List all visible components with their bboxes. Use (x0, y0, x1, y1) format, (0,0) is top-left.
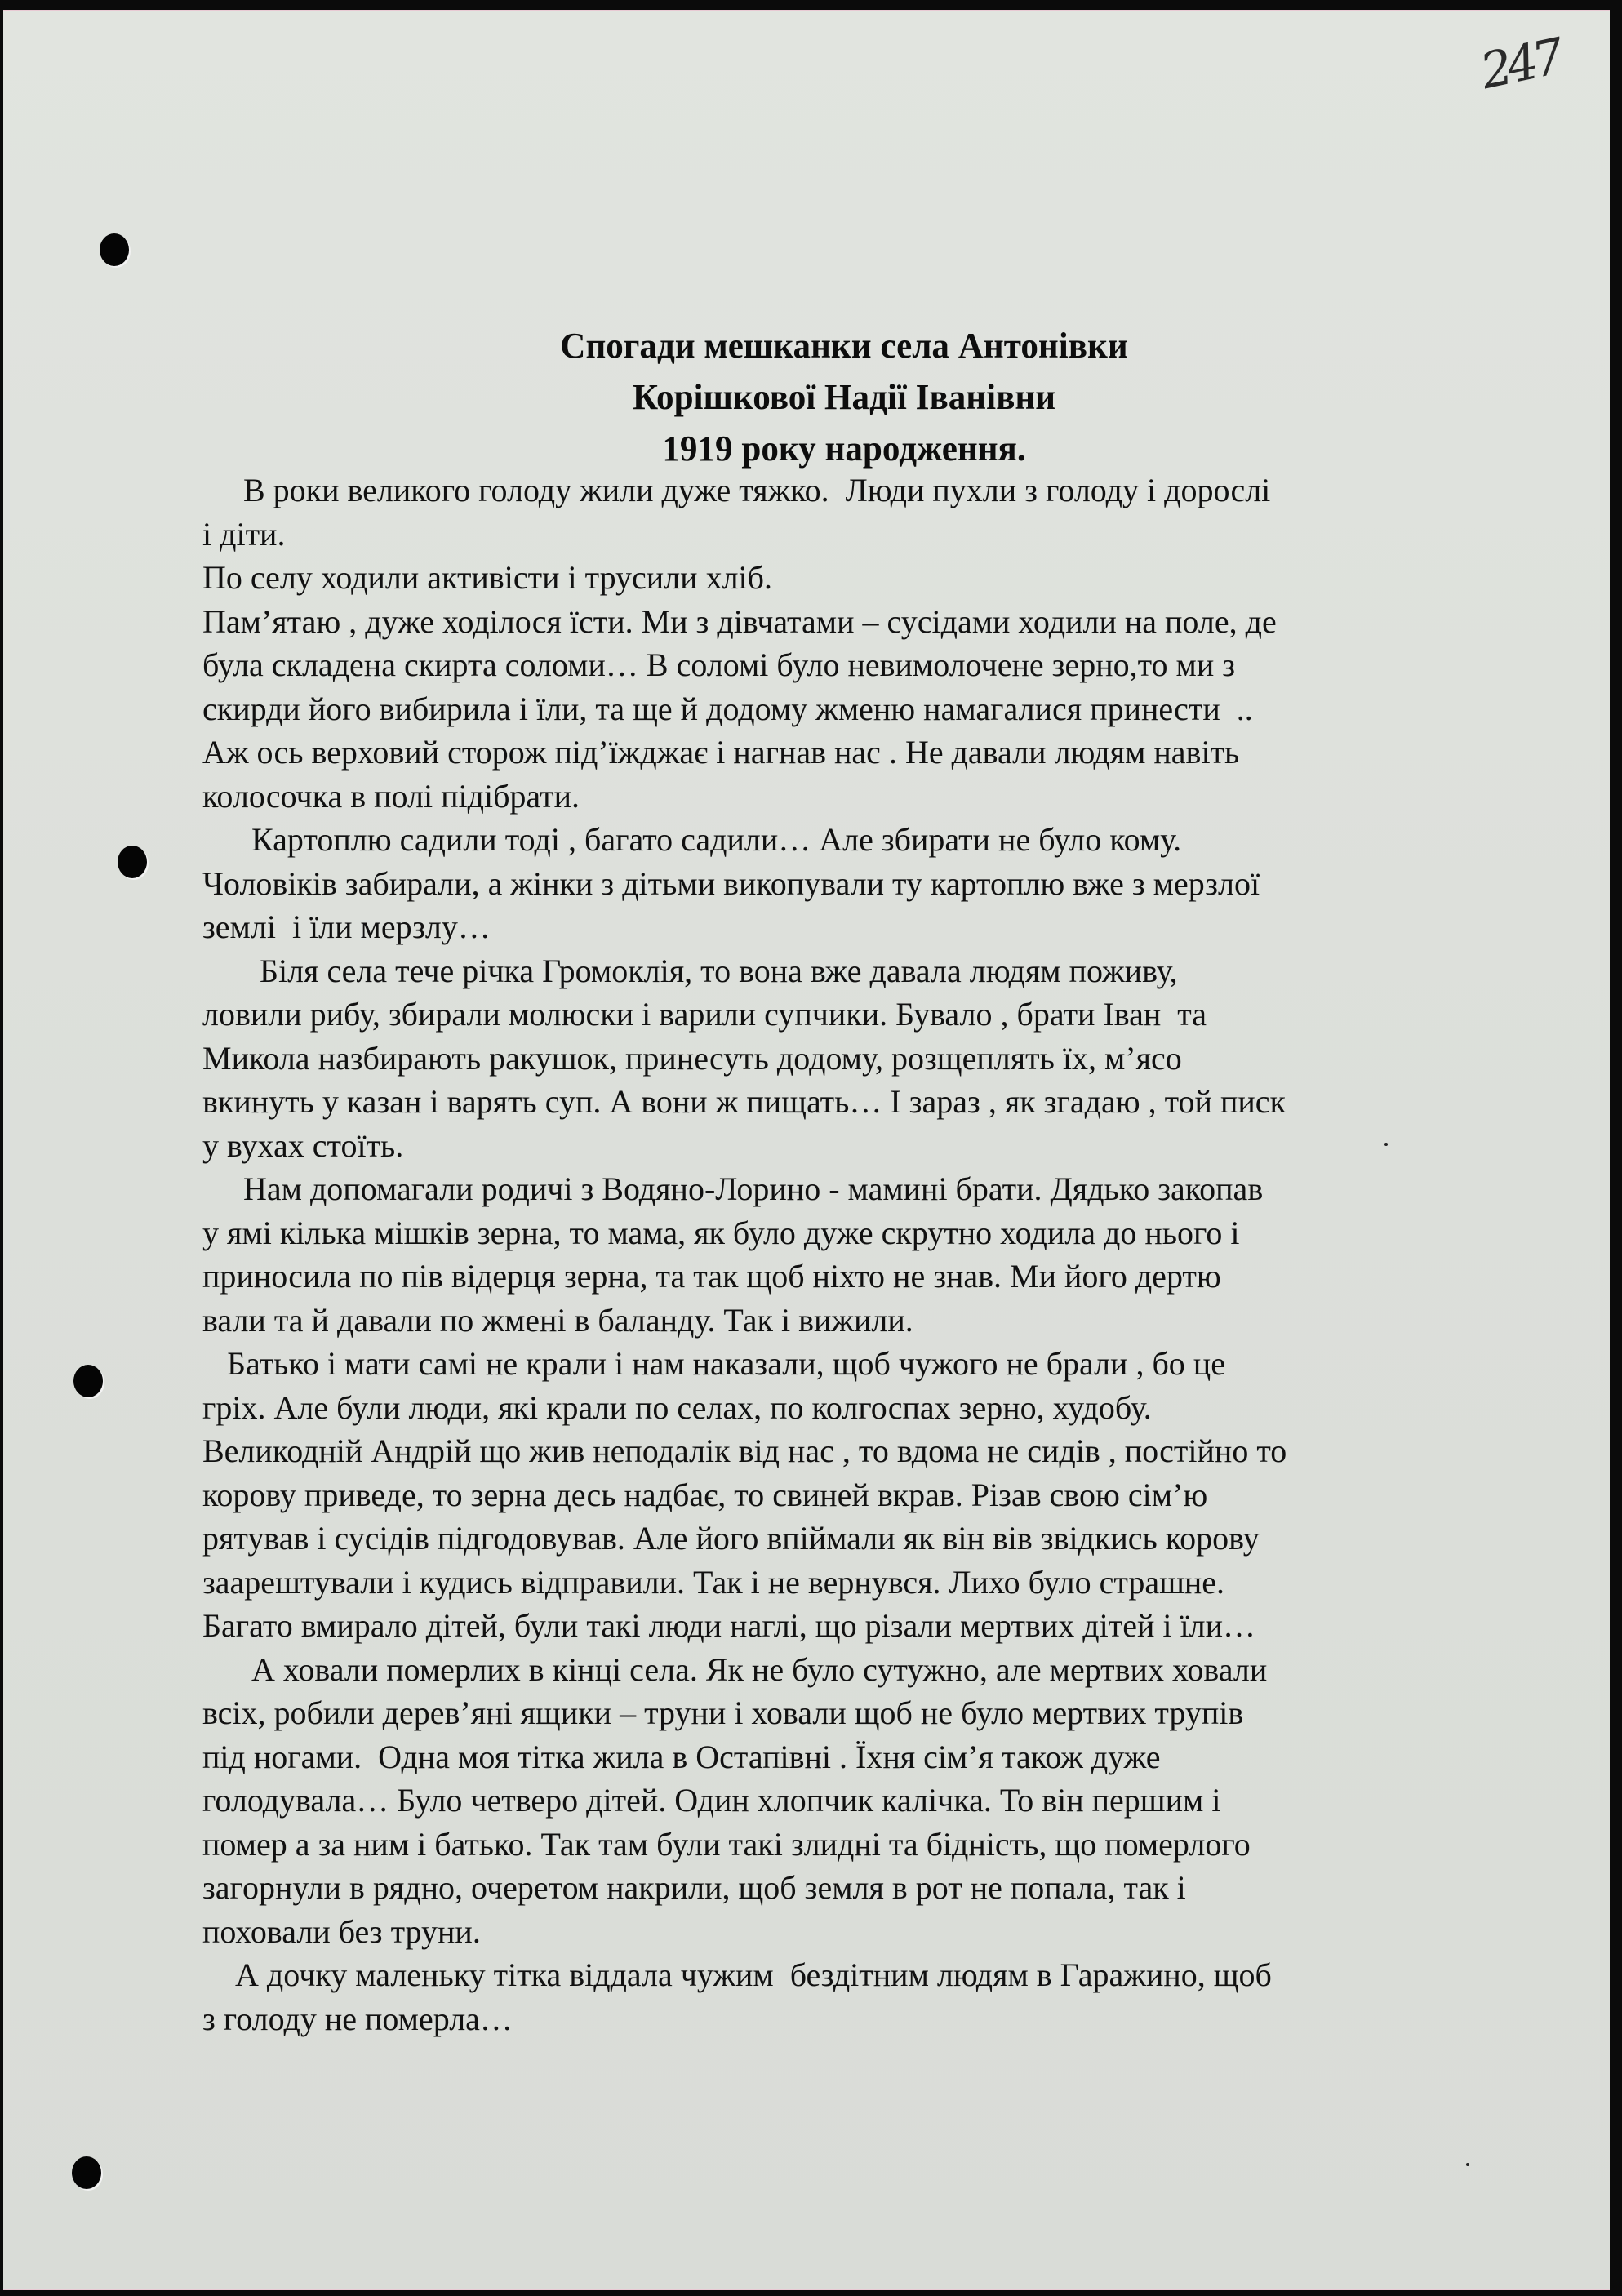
body-text-line: По селу ходили активісти і трусили хліб. (202, 559, 772, 596)
body-text-line: скирди його вибирила і їли, та ще й додому жменю намагалися принести .. (202, 690, 1253, 727)
punch-hole (100, 233, 129, 266)
body-text-line: Нам допомагали родичі з Водяно-Лорино - мамині брати. Дядько закопав (202, 1170, 1264, 1207)
body-text-line: була складена скирта соломи… В соломі було невимолочене зерно,то ми з (202, 646, 1236, 683)
document-body (202, 469, 1525, 2041)
body-text-line: колосочка в полі підібрати. (202, 777, 580, 815)
body-text-line: помер а за ним і батько. Так там були такі злидні та бідність, що померлого (202, 1825, 1251, 1863)
body-text-line: землі і їли мерзлу… (202, 908, 491, 945)
body-text-line: Микола назбирають ракушок, принесуть додому, розщеплять їх, м’ясо (202, 1039, 1182, 1077)
body-text-line: вкинуть у казан і варять суп. А вони ж пищать… І зараз , як згадаю , той писк (202, 1083, 1286, 1120)
title-line: Корішкової Надії Іванівни (632, 377, 1056, 417)
body-text-line: Батько і мати самі не крали і нам наказали, щоб чужого не брали , бо це (202, 1345, 1225, 1382)
body-text-line: вали та й давали по жмені в баланду. Так і вижили. (202, 1301, 913, 1339)
body-text-line: під ногами. Одна моя тітка жила в Остапівні . Їхня сім’я також дуже (202, 1738, 1161, 1775)
body-text-line: Біля села тече річка Громоклія, то вона вже давала людям поживу, (202, 952, 1178, 989)
body-text-line: рятував і сусідів підгодовував. Але його впіймали як він вів звідкись корову (202, 1520, 1260, 1557)
body-text-line: ловили рибу, збирали молюски і варили супчики. Бувало , брати Іван та (202, 996, 1207, 1033)
body-text-line: заарештували і кудись відправили. Так і не вернувся. Лихо було страшне. (202, 1563, 1225, 1601)
body-text-line: голодувала… Було четверо дітей. Один хлопчик калічка. То він першим і (202, 1782, 1221, 1819)
title-line: Спогади мешканки села Антонівки (560, 326, 1128, 366)
body-text-line: Чоловіків забирали, а жінки з дітьми викопували ту картоплю вже з мерзлої (202, 864, 1260, 902)
body-text-line: Аж ось верховий сторож під’їжджає і нагнав нас . Не давали людям навіть (202, 734, 1240, 771)
body-text-line: всіх, робили дерев’яні ящики – труни і ховали щоб не було мертвих трупів (202, 1694, 1244, 1731)
handwritten-page-number: 247 (1475, 28, 1565, 101)
body-text-line: А ховали померлих в кінці села. Як не було сутужно, але мертвих ховали (202, 1650, 1268, 1688)
body-text-line: гріх. Але були люди, які крали по селах, по колгоспах зерно, худобу. (202, 1388, 1152, 1426)
body-text-line: Багато вмирало дітей, були такі люди наглі, що різали мертвих дітей і їли… (202, 1607, 1255, 1644)
body-text-line: приносила по пів відерця зерна, та так щоб ніхто не знав. Ми його дертю (202, 1258, 1221, 1295)
body-text-line: Великодній Андрій що жив неподалік від нас , то вдома не сидів , постійно то (202, 1432, 1287, 1469)
punch-hole (118, 846, 147, 878)
body-text-line: у ямі кілька мішків зерна, то мама, як було дуже скрутно ходила до нього і (202, 1214, 1240, 1251)
body-text-line: поховали без труни. (202, 1912, 481, 1950)
document-title (20, 320, 1622, 474)
body-text-line: А дочку маленьку тітка віддала чужим бездітним людям в Гаражино, щоб (202, 1956, 1272, 1993)
punch-hole (73, 1365, 103, 1397)
body-text-line: з голоду не померла… (202, 2000, 513, 2037)
stray-mark (1466, 2163, 1469, 2166)
body-text-line: Картоплю садили тоді , багато садили… Але збирати не було кому. (202, 821, 1182, 858)
punch-hole (72, 2156, 101, 2189)
body-text-line: Пам’ятаю , дуже ходілося їсти. Ми з дівчатами – сусідами ходили на поле, де (202, 602, 1277, 640)
body-text-line: у вухах стоїть. (202, 1126, 404, 1164)
document-page (3, 10, 1610, 2290)
title-line: 1919 року народження. (662, 429, 1026, 469)
body-text-line: корову приведе, то зерна десь надбає, то свиней вкрав. Різав свою сім’ю (202, 1476, 1208, 1513)
body-text-line: і діти. (202, 515, 286, 553)
body-text-line: загорнули в рядно, очеретом накрили, щоб земля в рот не попала, так і (202, 1869, 1186, 1906)
body-text-line: В роки великого голоду жили дуже тяжко. Люди пухли з голоду і дорослі (202, 472, 1271, 508)
